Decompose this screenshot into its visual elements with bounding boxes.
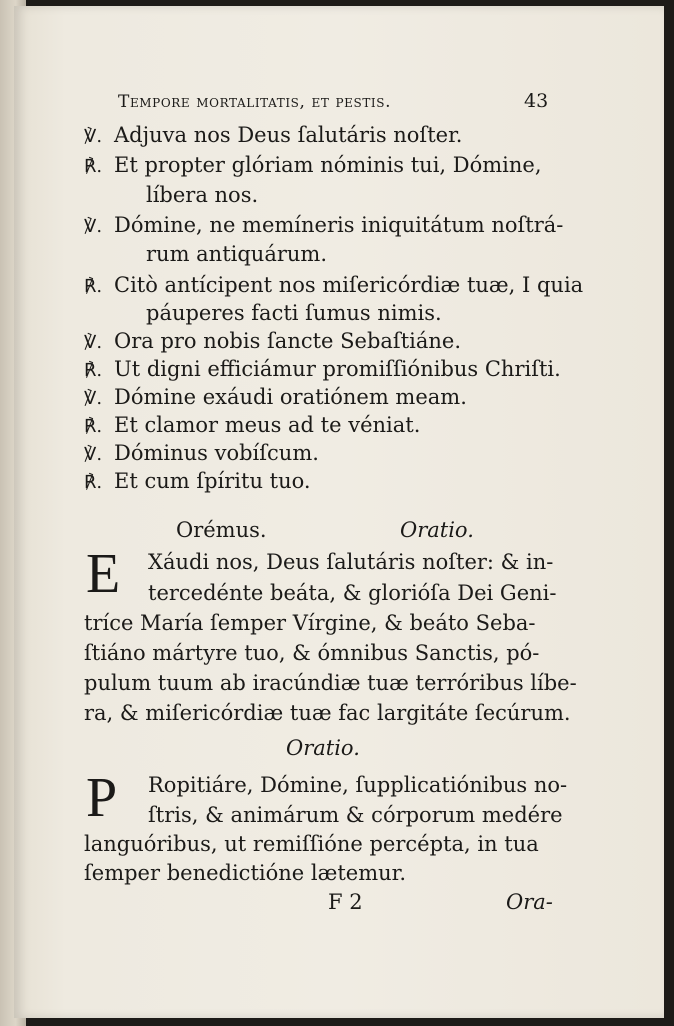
versicle-text: Dóminus vobíſcum. bbox=[114, 441, 319, 465]
prayer-line: ſtiáno mártyre tuo, & ómnibus Sanctis, pó- bbox=[84, 641, 540, 665]
versicle-line bbox=[84, 384, 467, 412]
response-continuation: líbera nos. bbox=[146, 183, 259, 207]
versicle-text: Dómine, ne memíneris iniquitátum noſtrá- bbox=[114, 213, 564, 237]
response-mark: ℟. bbox=[84, 156, 103, 177]
response-text: Et propter glóriam nóminis tui, Dómine, bbox=[114, 153, 542, 177]
drop-cap-initial: E bbox=[86, 543, 121, 605]
catchword: Ora- bbox=[506, 890, 553, 914]
response-mark: ℟. bbox=[84, 472, 103, 493]
response-text: Et clamor meus ad te véniat. bbox=[114, 413, 421, 437]
versicle-line bbox=[84, 328, 461, 356]
versicle-mark: ℣. bbox=[84, 332, 103, 353]
oremus-label: Orémus. bbox=[176, 518, 267, 542]
versicle-text: Adjuva nos Deus ſalutáris noſter. bbox=[114, 123, 463, 147]
versicle-continuation: rum antiquárum. bbox=[146, 242, 327, 266]
prayer-line: ſtris, & animárum & córporum medére bbox=[148, 803, 563, 827]
prayer-line: tríce María ſemper Vírgine, & beáto Seba- bbox=[84, 611, 536, 635]
running-head-title: Tempore mortalitatis, et pestis. bbox=[118, 92, 392, 112]
response-mark: ℟. bbox=[84, 276, 103, 297]
versicle-text: Ora pro nobis ſancte Sebaſtiáne. bbox=[114, 329, 462, 353]
drop-cap-initial: P bbox=[86, 767, 118, 829]
versicle-mark: ℣. bbox=[84, 216, 103, 237]
response-text: Citò antícipent nos miſericórdiæ tuæ, I quia bbox=[114, 273, 584, 297]
versicle-line bbox=[84, 440, 319, 468]
oratio-heading-2: Oratio. bbox=[286, 736, 360, 760]
response-line bbox=[84, 412, 420, 440]
versicle-line bbox=[84, 122, 462, 150]
versicle-mark: ℣. bbox=[84, 388, 103, 409]
prayer-line: ra, & miſericórdiæ tuæ fac largitáte ſecúrum. bbox=[84, 701, 571, 725]
response-continuation: páuperes facti ſumus nimis. bbox=[146, 301, 442, 325]
versicle-text: Dómine exáudi oratiónem meam. bbox=[114, 385, 467, 409]
prayer-line: Xáudi nos, Deus ſalutáris noſter: & in- bbox=[148, 550, 554, 574]
response-line bbox=[84, 468, 311, 496]
book-page bbox=[14, 6, 664, 1018]
prayer-line: ſemper benedictióne lætemur. bbox=[84, 861, 407, 885]
response-mark: ℟. bbox=[84, 360, 103, 381]
prayer-line: tercedénte beáta, & glorióſa Dei Geni- bbox=[148, 581, 557, 605]
prayer-line: languóribus, ut remiſſióne percépta, in tua bbox=[84, 832, 539, 856]
versicle-mark: ℣. bbox=[84, 444, 103, 465]
response-line bbox=[84, 356, 561, 384]
page-number: 43 bbox=[524, 90, 549, 112]
response-line bbox=[84, 152, 542, 180]
versicle-mark: ℣. bbox=[84, 126, 103, 147]
response-mark: ℟. bbox=[84, 416, 103, 437]
response-text: Et cum ſpíritu tuo. bbox=[114, 469, 311, 493]
response-line bbox=[84, 272, 583, 300]
signature-mark: F 2 bbox=[328, 890, 363, 914]
response-text: Ut digni efficiámur promiſſiónibus Chriſti. bbox=[114, 357, 561, 381]
prayer-line: pulum tuum ab iracúndiæ tuæ terróribus líbe- bbox=[84, 671, 577, 695]
oratio-heading: Oratio. bbox=[400, 518, 474, 542]
prayer-line: Ropitiáre, Dómine, ſupplicatiónibus no- bbox=[148, 773, 568, 797]
versicle-line bbox=[84, 212, 563, 240]
